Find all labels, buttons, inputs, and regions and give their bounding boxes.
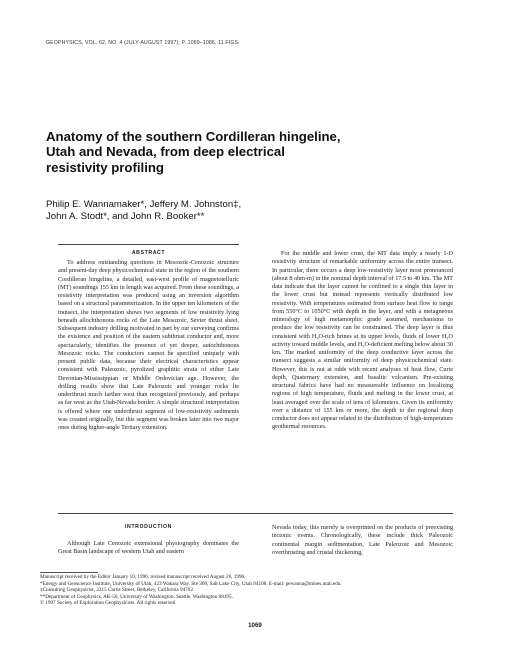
introduction-column-left bbox=[58, 540, 239, 557]
abstract-paragraph: To address outstanding questions in Mesozoic-Cenozoic structure and present-day deep physicochemical state in the region of the southern Cordilleran hingeline, a detailed, east-west profile of magnetotelluric (MT) soundings 155 km in length was acquired. From these soundings, a resistivity interpretation was produced using an inversion algorithm based on a structural parameterization. In the upper ten kilometers of the transect, the interpretation shows two segments of low resistivity lying beneath allochthonous rocks of the Late Mesozoic, Sevier thrust sheet. Subsequent industry drilling motivated in part by our surveying confirms the existence and position of the eastern subthrust conductor and, more spectacularly, identifies the presence of yet deeper, autochthonous Mesozoic rocks. The conductors cannot be specified uniquely with present public data, because their electrical characteristics appear consistent with Paleozoic, pyrolized graphitic strata of either Late Devonian-Mississippian or Middle Ordovician age. However, the drilling results show that Late Paleozoic and younger rocks lie underthrust much farther west than recognized previously, and perhaps as far west as the Utah-Nevada border. A simple structural interpretation is offered where one underthrust segment of low-resistivity sediments was created originally, but this segment was broken later into two major ones during higher-angle Tertiary extension. bbox=[58, 259, 239, 431]
page-number: 1069 bbox=[248, 622, 262, 629]
footnote-author-affiliation: ‡Consulting Geophysicist, 2215 Curtis Street, Berkeley, California 94702. bbox=[40, 587, 195, 594]
journal-citation-line: GEOPHYSICS, VOL. 62, NO. 4 (JULY-AUGUST 1997); P. 1069–1086, 11 FIGS. bbox=[46, 40, 240, 46]
title-line: Anatomy of the southern Cordilleran hingeline, bbox=[46, 129, 341, 144]
abstract-top-rule bbox=[58, 244, 239, 245]
abstract-heading: ABSTRACT bbox=[131, 250, 166, 256]
introduction-column-right bbox=[272, 524, 453, 557]
footnote-author-affiliation: **Department of Geophysics, AK-50, University of Washington, Seattle, Washington 98195. bbox=[40, 593, 233, 600]
author-list bbox=[46, 199, 426, 223]
introduction-paragraph: Although Late Cenozoic extensional physiography dominates the Great Basin landscape of western Utah and eastern bbox=[58, 540, 239, 556]
introduction-paragraph: Nevada today, this merely is overprinted on the products of preexisting tectonic events. Chronologically, these include thick Paleozoic continental margin sedimentation, Late Paleozoic and Mesozoic overthrusting and crustal thickening, bbox=[272, 524, 453, 556]
abstract-column-left bbox=[58, 259, 239, 432]
title-line: Utah and Nevada, from deep electrical bbox=[46, 144, 285, 160]
footnote-manuscript-dates: Manuscript received by the Editor January 10, 1996; revised manuscript received August 26, 1996. bbox=[40, 574, 246, 580]
introduction-heading: INTRODUCTION bbox=[125, 524, 172, 530]
footnote-author-affiliation: *Energy and Geoscience Institute, University of Utah, 423 Wakara Way, Ste 300, Salt Lake City, Utah 84108. E-mail: pewanna@mines.utah.edu. bbox=[40, 580, 342, 587]
title-line: resistivity profiling bbox=[46, 159, 164, 175]
abstract-paragraph: For the middle and lower crust, the MT data imply a nearly 1-D resistivity structure of remarkable uniformity across the entire transect. In particular, there occurs a deep low-resistivity layer most pronounced (about 8 ohm-m) in the nominal depth interval of 17.5 to 40 km. The MT data indicate that the layer cannot be confined to a single thin layer in the lower crust but instead represents vertically distributed low resistivity. With temperatures estimated from surface heat flow to range from 550°C to 1050°C with depth in the layer, and with a metagneous mineralogy of high metamorphic grade assumed, mechanisms to produce the low resistivity can be constrained. The deep layer is thus consistent with H₂O-rich brines at its upper levels, fluids of lower H₂O activity toward middle levels, and H₂O-deficient melting below about 30 km. The marked uniformity of the deep conductive layer across the transect suggests a similar uniformity of deep physicochemical state. However, this is not at odds with recent analyses of heat flow, Curie depth, Quaternary extension, and basaltic volcanism. Pre-existing structural fabrics have had no measureable influence on localizing regions of high temperature, fluids and melting in the lower crust, at least averaged over the scale of tens of kilometers. Given its uniformity over a distance of 155 km or more, the depth to the regional deep conductor does not appear related to the distribution of high-temperature geothermal resources. bbox=[272, 250, 454, 431]
footnote-rule bbox=[40, 572, 98, 573]
footnote-copyright: © 1997 Society of Exploration Geophysicists. All rights reserved. bbox=[40, 600, 177, 607]
author-line: Philip E. Wannamaker*, Jeffery M. Johnston‡, bbox=[46, 199, 242, 210]
footnotes bbox=[40, 574, 480, 607]
abstract-column-right bbox=[272, 250, 453, 432]
article-title bbox=[46, 129, 426, 175]
author-line: John A. Stodt*, and John R. Booker** bbox=[46, 211, 205, 223]
abstract-bottom-rule bbox=[58, 513, 453, 514]
